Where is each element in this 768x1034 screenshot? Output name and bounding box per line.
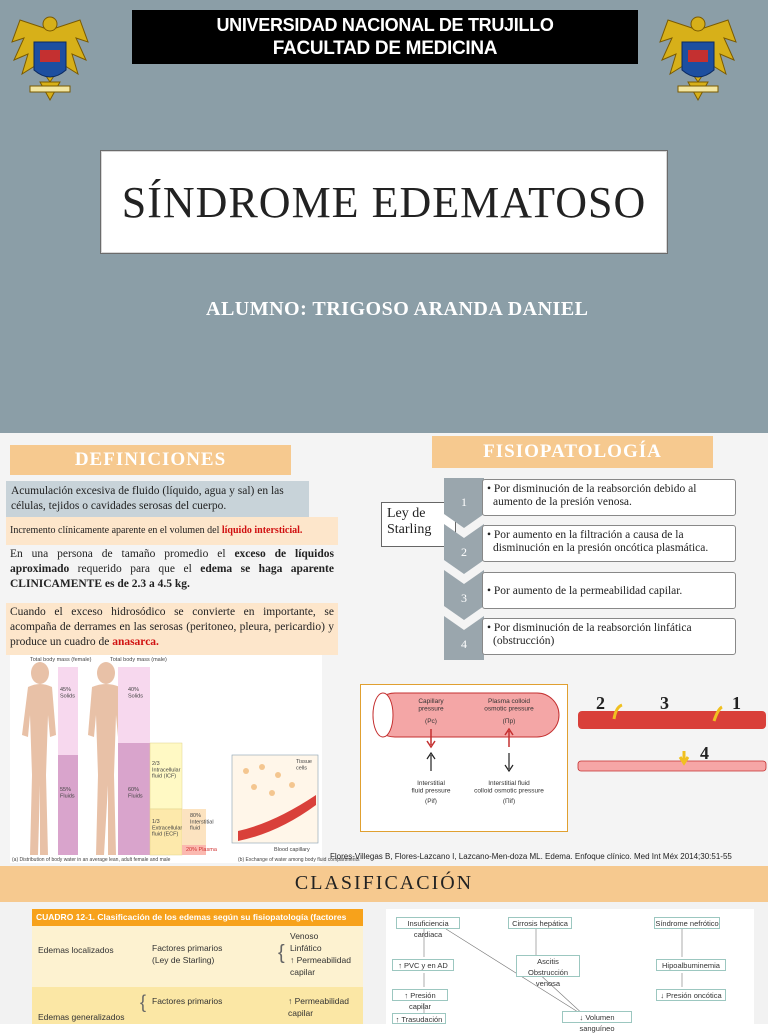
caption-a: (a) Distribution of body water in an average lean, adult female and male	[12, 857, 171, 863]
flow-hipoalbuminemia: Hipoalbuminemia	[656, 959, 726, 971]
arrow-down-icon	[505, 753, 513, 771]
lymph-vessel-shape	[578, 761, 766, 771]
step-4-label: 4	[461, 637, 467, 651]
definition-3-b: exceso de líquidos aproximado	[10, 548, 334, 575]
citation: Flores-Villegas B, Flores-Lazcano I, Lazcano-Men-doza ML. Edema. Enfoque clínico. Med Int Méx 2014;30:51-55	[330, 852, 732, 861]
fisiopatologia-header: FISIOPATOLOGÍA	[432, 436, 713, 468]
vessel-label-1: 1	[732, 693, 741, 713]
cause-1-text: Por disminución de la reabsorción debido al aumento de la presión venosa.	[493, 483, 697, 508]
definition-1: Acumulación excesiva de fluido (líquido, agua y sal) en las células, tejidos o cavidades serosas del cuerpo.	[6, 481, 309, 519]
male-label: Total body mass (male)	[110, 657, 167, 663]
plasma-colloid-label: Plasma colloid osmotic pressure	[484, 698, 534, 713]
flow-presion-oncotica: ↓ Presión oncótica	[656, 989, 726, 1001]
flow-pvc: ↑ PVC y en AD	[392, 959, 454, 971]
flow-nefrotico: Síndrome nefrótico	[655, 919, 719, 928]
icf-label: 2/3 Intracellular fluid (ICF)	[152, 761, 181, 780]
classification-table	[32, 909, 363, 1024]
row2-label: Edemas generalizados	[38, 1012, 125, 1022]
row1-values: Venoso Linfático ↑ Permeabilidad capilar	[290, 931, 351, 977]
row1-label: Edemas localizados	[38, 945, 114, 955]
caption-b: (b) Exchange of water among body fluid compartments	[238, 857, 360, 863]
female-solids-bar	[58, 667, 78, 755]
pif-label: (Pif)	[425, 798, 437, 805]
vessel-label-4: 4	[700, 743, 709, 763]
table-row	[32, 926, 363, 986]
definition-2-text: Incremento clínicamente aparente en el volumen del	[10, 525, 222, 536]
female-solids-label: 45% Solids	[60, 687, 75, 700]
capillary-opening	[373, 693, 393, 737]
university-banner	[132, 10, 638, 64]
slide-title: SÍNDROME EDEMATOSO	[121, 177, 647, 227]
cause-4: • Por disminución de la reabsorción linfática (obstrucción)	[482, 618, 736, 655]
university-crest-icon	[658, 12, 738, 106]
classification-header: CLASIFICACIÓN	[0, 866, 768, 902]
vessel-label-2: 2	[596, 693, 605, 713]
cause-2-text: Por aumento en la filtración a causa de la disminución en la presión oncótica plasmática.	[493, 529, 709, 554]
ecf-label: 1/3 Extracellular fluid (ECF)	[152, 819, 183, 838]
capillary-tube	[373, 693, 559, 737]
pc-label: (Pc)	[425, 718, 437, 725]
cause-2: • Por aumento en la filtración a causa de la disminución en la presión oncótica plasmática.	[482, 525, 736, 562]
flow-cirrosis: Cirrosis hepática	[508, 917, 572, 929]
interstitial-pressure-label: Interstitial fluid pressure	[411, 780, 451, 795]
edema-flowchart	[386, 909, 754, 1033]
vessel-diagram	[576, 691, 768, 781]
capillary-pressure-label: Capillary pressure	[418, 698, 444, 713]
definition-2	[6, 517, 338, 545]
vessel-label-3: 3	[660, 693, 669, 713]
blood-capillary-label: Blood capillary	[274, 847, 310, 853]
definition-3-d: edema se haga aparente CLINICAMENTE es de 2.3 a 4.5 kg.	[10, 563, 334, 590]
definition-4-text: Cuando el exceso hidrosódico se convierte en importante, se acompaña de derrames en las serosas (peritoneo, pleura, pericardio) y produce un cuadro de	[10, 606, 334, 648]
title-slide	[0, 0, 768, 433]
interstitial-colloid-label: Interstitial fluid colloid osmotic pressure	[474, 780, 544, 795]
brace-icon: {	[278, 942, 285, 964]
definition-3	[6, 546, 338, 596]
row2-value: ↑ Permeabilidad capilar	[288, 996, 349, 1018]
cause-4-text: Por disminución de la reabsorción linfática (obstrucción)	[493, 622, 692, 647]
female-fluids-label: 55% Fluids	[60, 787, 75, 800]
row2-factor: Factores primarios	[152, 996, 223, 1006]
pip-label: (Πp)	[502, 718, 516, 725]
table-row	[32, 987, 363, 1024]
starling-forces-figure	[360, 684, 568, 832]
cause-3: • Por aumento de la permeabilidad capilar.	[482, 572, 736, 609]
classification-slide	[0, 866, 768, 1033]
definitions-header: DEFINICIONES	[10, 445, 291, 475]
flow-volumen: ↓ Volumen sanguíneo	[562, 1011, 632, 1023]
flow-insuficiencia: Insuficiencia cardiaca	[396, 917, 460, 929]
plasma-label: 20% Plasma	[186, 847, 217, 853]
brace-icon: {	[140, 992, 147, 1012]
step-3-label: 3	[461, 591, 467, 605]
body-water-figure	[10, 655, 360, 863]
male-solids-bar	[118, 667, 150, 743]
table-title: CUADRO 12-1. Clasificación de los edemas según su fisiopatología (factores	[32, 909, 363, 926]
step-chevrons	[444, 478, 484, 660]
arrow-up-icon	[427, 753, 435, 771]
cause-3-text: Por aumento de la permeabilidad capilar.	[493, 585, 683, 597]
starling-law-box: Ley de Starling	[381, 502, 456, 547]
step-1-label: 1	[461, 495, 467, 509]
title-box	[100, 150, 668, 254]
tissue-cells-label: Tissue cells	[296, 759, 312, 772]
definition-4-highlight: anasarca.	[112, 636, 159, 648]
university-name: UNIVERSIDAD NACIONAL DE TRUJILLO	[216, 15, 554, 35]
male-fluids-label: 60% Fluids	[128, 787, 143, 800]
step-2-label: 2	[461, 545, 467, 559]
row1-factor: Factores primarios (Ley de Starling)	[152, 943, 223, 965]
pii-label: (Πif)	[502, 798, 516, 805]
male-solids-label: 40% Solids	[128, 687, 143, 700]
female-silhouette-icon	[22, 662, 56, 855]
flow-ascitis: Ascitis Obstrucción venosa	[516, 955, 580, 977]
faculty-name: FACULTAD DE MEDICINA	[272, 38, 498, 59]
definition-4	[6, 603, 338, 655]
definition-2-highlight: líquido intersticial.	[221, 525, 303, 536]
definitions-slide	[0, 433, 768, 866]
interstitial-label: 80% Interstitial fluid	[190, 813, 214, 832]
vein-shape	[578, 711, 766, 729]
flow-presion-capilar: ↑ Presión capilar	[392, 989, 448, 1001]
female-label: Total body mass (female)	[30, 657, 92, 663]
cause-1: • Por disminución de la reabsorción debido al aumento de la presión venosa.	[482, 479, 736, 516]
flow-trasudacion: ↑ Trasudación	[392, 1013, 446, 1024]
student-name: ALUMNO: TRIGOSO ARANDA DANIEL	[206, 298, 589, 320]
arrow-down-icon	[680, 751, 688, 763]
female-fluids-bar	[58, 755, 78, 855]
university-crest-icon	[10, 12, 90, 106]
definition-3-c: requerido para que el	[69, 563, 201, 575]
definition-3-a: En una persona de tamaño promedio el	[10, 548, 235, 560]
